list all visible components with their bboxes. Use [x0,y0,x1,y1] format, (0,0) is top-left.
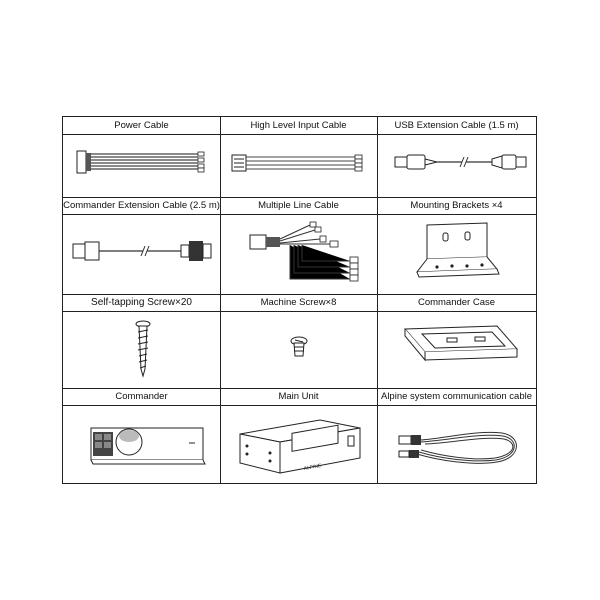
commander-case-icon [377,294,536,388]
item-label: USB Extension Cable (1.5 m) [377,117,536,135]
communication-cable-icon [377,388,536,483]
item-label: Commander Extension Cable (2.5 m) [63,197,220,215]
item-label: Commander Case [377,294,536,312]
cell-usb-extension-cable [377,117,536,197]
cell-main-unit [220,388,377,483]
high-level-input-cable-icon [220,117,377,197]
item-label: High Level Input Cable [220,117,377,135]
item-label: Power Cable [63,117,220,135]
item-label: Alpine system communication cable [377,388,536,406]
cell-multiple-line-cable [220,197,377,294]
item-label: Self-tapping Screw×20 [63,294,220,312]
cell-mounting-brackets [377,197,536,294]
accessory-table [62,116,537,484]
cell-power-cable [63,117,220,197]
cell-alpine-communication-cable [377,388,536,483]
item-label: Commander [63,388,220,406]
machine-screw-icon [220,294,377,388]
self-tapping-screw-icon [63,294,220,388]
mounting-bracket-icon [377,197,536,294]
main-unit-icon [220,388,377,483]
cell-machine-screw [220,294,377,388]
cell-commander-case [377,294,536,388]
main-unit-brand-text: ALPINE [303,462,322,472]
cell-self-tapping-screw [63,294,220,388]
item-label: Multiple Line Cable [220,197,377,215]
power-cable-icon [63,117,220,197]
usb-extension-cable-icon [377,117,536,197]
cell-high-level-input-cable [220,117,377,197]
item-label: Machine Screw×8 [220,294,377,312]
commander-icon [63,388,220,483]
cell-commander [63,388,220,483]
cell-commander-extension-cable [63,197,220,294]
multiple-line-cable-icon [220,197,377,294]
item-label: Mounting Brackets ×4 [377,197,536,215]
commander-extension-cable-icon [63,197,220,294]
item-label: Main Unit [220,388,377,406]
